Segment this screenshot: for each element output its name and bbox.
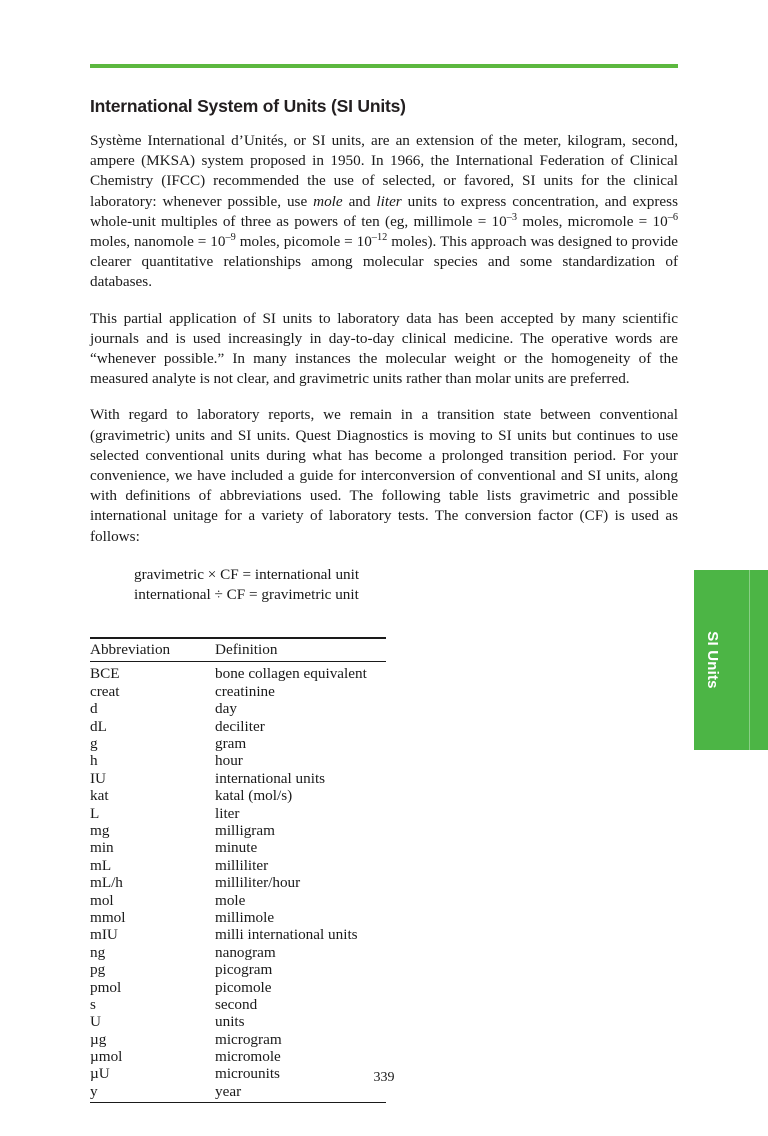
cell-definition: hour [215, 752, 243, 770]
cell-definition: milli international units [215, 926, 358, 944]
cell-definition: millimole [215, 908, 275, 926]
side-tab-label: SI Units [704, 631, 722, 689]
paragraph-1-exponent-2: –6 [667, 211, 679, 223]
paragraph-2: This partial application of SI units to laboratory data has been accepted by many scientific journals and is used increasingly in day-to-day clinical medicine. The operative words are “whenever possible.” In many instances the molecular weight or the homogeneity of the measured analyte is not clear, and gravimetric units rather than molar units are preferred. [90, 309, 678, 388]
paragraph-1-text-e: moles, nanomole = 10 [90, 233, 226, 251]
paragraph-1-text-g: moles). This approach was designed to provide clearer quantitative relationships among molecular species and some standardization of databases. [90, 233, 679, 291]
cell-abbreviation: creat [90, 682, 120, 700]
paragraph-1-exponent-3: –9 [225, 231, 236, 243]
cell-abbreviation: IU [90, 769, 107, 787]
cell-definition: mole [215, 891, 246, 909]
cell-definition: international units [215, 769, 326, 787]
cell-definition: units [215, 1013, 245, 1031]
cell-abbreviation: mol [90, 891, 114, 909]
cell-definition: micromole [215, 1048, 281, 1066]
paragraph-3: With regard to laboratory reports, we remain in a transition state between conventional (gravimetric) units and SI units. Quest Diagnostics is moving to SI units but continues to use selected conventional units during what has become a prolonged transition period. For your convenience, we have included a guide for interconversion of conventional and SI units, along with definitions of abbreviations used. The following table lists gravimetric and possible international unitage for a variety of laboratory tests. The conversion factor (CF) is used as follows: [90, 406, 678, 545]
cell-abbreviation: U [90, 1013, 101, 1031]
paragraph-1-italic-liter: liter [376, 192, 402, 210]
table-row [90, 1048, 386, 1065]
cell-definition: creatinine [215, 682, 275, 700]
table-row [90, 840, 386, 857]
cell-definition: day [215, 700, 237, 718]
cell-definition: nanogram [215, 943, 276, 961]
column-header-definition: Definition [215, 638, 386, 662]
paragraph-1-exponent-4: –12 [371, 231, 388, 243]
cell-definition: deciliter [215, 717, 265, 735]
table-row [90, 753, 386, 770]
table-row [90, 996, 386, 1013]
table-row [90, 805, 386, 822]
cell-abbreviation: dL [90, 717, 107, 735]
table-row [90, 822, 386, 839]
cell-definition: milliliter [215, 856, 269, 874]
cell-definition: picomole [215, 978, 272, 996]
table-row [90, 944, 386, 961]
cell-abbreviation: mg [90, 821, 110, 839]
page-number: 339 [373, 1070, 395, 1085]
table-row [90, 788, 386, 805]
cell-abbreviation: BCE [90, 665, 120, 683]
cell-abbreviation: mL [90, 856, 112, 874]
cell-definition: liter [215, 804, 240, 822]
page-title: International System of Units (SI Units) [90, 96, 406, 116]
cell-abbreviation: mL/h [90, 874, 123, 892]
cell-definition: microgram [215, 1030, 282, 1048]
table-row [90, 718, 386, 735]
cell-abbreviation: mmol [90, 908, 126, 926]
cell-definition: bone collagen equivalent [215, 665, 367, 683]
paragraph-1-exponent-1: –3 [506, 211, 518, 223]
section-side-tab [694, 570, 768, 750]
cell-abbreviation: mIU [90, 926, 118, 944]
cell-definition: milliliter/hour [215, 874, 301, 892]
cell-abbreviation: s [90, 995, 96, 1013]
cell-abbreviation: kat [90, 787, 109, 805]
table-header-row [90, 638, 386, 662]
column-header-abbreviation: Abbreviation [90, 638, 215, 662]
paragraph-1-text-b: and [342, 192, 377, 210]
cell-definition: gram [215, 735, 247, 753]
table-row [90, 892, 386, 909]
cell-definition: picogram [215, 961, 273, 979]
cell-abbreviation: ng [90, 943, 106, 961]
formula-international-to-gravimetric: international ÷ CF = gravimetric unit [134, 586, 359, 604]
content-column [90, 96, 678, 1103]
table-row [90, 1083, 386, 1102]
cell-definition: katal (mol/s) [215, 787, 293, 805]
cell-abbreviation: L [90, 804, 100, 822]
cell-definition: second [215, 995, 258, 1013]
table-row [90, 1031, 386, 1048]
paragraph-1-text-f: moles, picomole = 10 [235, 233, 372, 251]
table-row [90, 962, 386, 979]
cell-abbreviation: d [90, 700, 98, 718]
paragraph-1 [90, 131, 678, 293]
cell-abbreviation: y [90, 1083, 215, 1102]
table-row [90, 662, 386, 683]
abbreviation-table-wrapper [90, 637, 386, 1103]
table-row [90, 770, 386, 787]
formula-gravimetric-to-international: gravimetric × CF = international unit [134, 565, 360, 583]
cell-abbreviation: µU [90, 1065, 110, 1083]
cell-abbreviation: g [90, 735, 98, 753]
cell-abbreviation: µg [90, 1030, 107, 1048]
table-row [90, 683, 386, 700]
table-row [90, 857, 386, 874]
cell-definition: microunits [215, 1065, 280, 1083]
table-row [90, 927, 386, 944]
paragraph-1-text-c: units to express concentration, and express whole-unit multiples of three as powers of ten (eg, millimole = 10 [90, 192, 678, 230]
cell-definition: year [215, 1083, 386, 1102]
cell-abbreviation: µmol [90, 1048, 123, 1066]
cell-definition: minute [215, 839, 258, 857]
table-row [90, 735, 386, 752]
table-row [90, 909, 386, 926]
table-row [90, 875, 386, 892]
cell-abbreviation: min [90, 839, 114, 857]
cell-abbreviation: pg [90, 961, 106, 979]
header-accent-rule [90, 64, 678, 68]
table-header [90, 638, 386, 662]
table-row [90, 701, 386, 718]
conversion-formula-block [134, 565, 678, 605]
table-body [90, 662, 386, 1103]
cell-abbreviation: h [90, 752, 98, 770]
paragraph-1-text-d: moles, micromole = 10 [517, 212, 668, 230]
table-row [90, 1014, 386, 1031]
table-row [90, 979, 386, 996]
cell-definition: milligram [215, 821, 275, 839]
abbreviation-table [90, 637, 386, 1103]
paragraph-1-italic-mole: mole [313, 192, 343, 210]
paragraph-1-text-a: Système International d’Unités, or SI units, are an extension of the meter, kilogram, second, ampere (MKSA) system proposed in 1950. In 1966, the International Federation of Clinical Chemistry (IFCC) recommended the use of selected, or favored, SI units for the clinical laboratory: whenever possible, use [90, 132, 678, 210]
cell-abbreviation: pmol [90, 978, 122, 996]
